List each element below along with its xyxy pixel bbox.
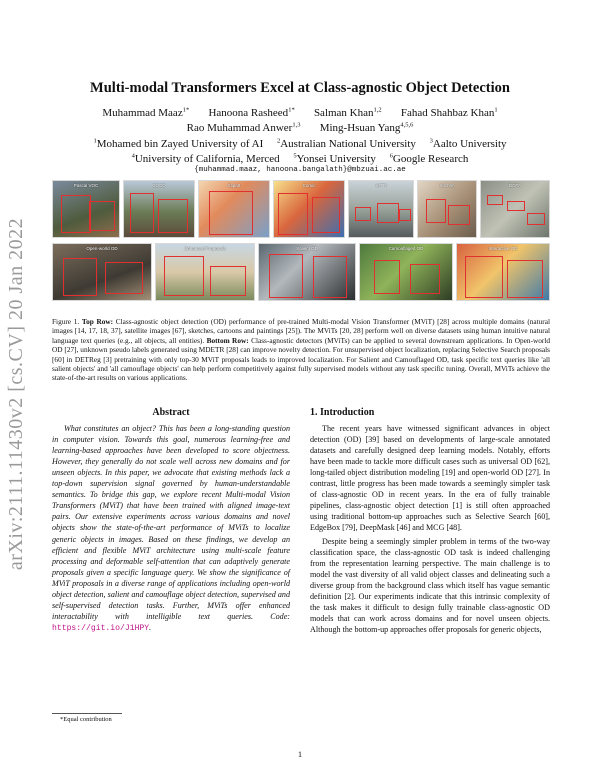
caption-bottom-row-text: Class-agnostic detectors (MViTs) can be applied to several downstream applications. In Open-world OD [27], unknown pseudo labels generated using MDETR [28] can improve novelty detection. For unsupervised object localization, replacing Selective Search proposals [60] in DETReg [3] pretraining with only top-30 MViT proposals leads to improved localization. For Salient and Camouflaged OD, task specific text queries like 'all salient objects' and 'all camouflage objects' can help perform competitively against fully supervised models without any task specific tuning. Overall, MViTs achieve the state-of-the-art results on various applications. bbox=[52, 335, 551, 383]
panel-label: Comic bbox=[302, 183, 316, 188]
figure-bottom-row bbox=[52, 243, 550, 301]
page-number: 1 bbox=[297, 749, 303, 759]
panel-label: Salient OD bbox=[296, 246, 318, 251]
figure-panel-salient bbox=[258, 243, 356, 301]
detection-box bbox=[313, 256, 347, 298]
figure-panel-dota bbox=[480, 180, 550, 238]
detection-box bbox=[465, 256, 503, 298]
detection-box bbox=[158, 199, 188, 233]
affiliation-yonsei: $^5$Yonsei University bbox=[293, 152, 376, 165]
detection-box bbox=[487, 195, 503, 205]
abstract-heading: Abstract bbox=[152, 407, 190, 418]
panel-label: Interactive OD bbox=[488, 246, 518, 251]
author-yang[interactable]: Ming-Hsuan Yang$^{4,5,6}$ bbox=[319, 121, 414, 134]
figure-panel-open-world bbox=[52, 243, 152, 301]
figure-panel-kitti bbox=[348, 180, 414, 238]
author-line-2 bbox=[0, 118, 600, 135]
caption-bottom-row-label: Bottom Row: bbox=[206, 335, 249, 345]
abstract-section bbox=[52, 407, 290, 634]
caption-top-row-label: Top Row: bbox=[81, 317, 114, 326]
code-link[interactable]: https://git.io/J1HPY bbox=[52, 623, 150, 633]
caption-top-row-text: Class-agnostic object detection (OD) performance of pre-trained Multi-modal Vision Transformer (MViT) [28] across multiple domains (natural images [14, 17, 18, 37], satellite images [67], sketches, cartoons and paintings [25]). The MViTs [20, 28] perform well on diverse datasets using human intuitive natural language text queries (e.g., all objects, all entities). bbox=[52, 317, 551, 345]
figure-panel-coco bbox=[123, 180, 195, 238]
detection-box bbox=[527, 213, 545, 225]
panel-label: Open-world OD bbox=[86, 246, 118, 251]
figure-panel-proposals bbox=[155, 243, 255, 301]
detection-box bbox=[507, 201, 525, 211]
author-email[interactable]: {muhammad.maaz, hanoona.bangalath}@mbzuai.ac.ae bbox=[194, 166, 406, 174]
panel-label: Pascal VOC bbox=[73, 183, 99, 188]
figure-panel-camouflaged bbox=[359, 243, 453, 301]
detection-box bbox=[89, 201, 115, 231]
affiliation-anu: $^2$Australian National University bbox=[276, 137, 416, 150]
detection-box bbox=[130, 193, 154, 233]
introduction-section bbox=[310, 407, 550, 635]
detection-box bbox=[278, 193, 308, 235]
figure-panel-comic bbox=[273, 180, 345, 238]
detection-box bbox=[312, 197, 340, 233]
affiliation-aalto: $^3$Aalto University bbox=[429, 137, 507, 150]
author-khan-fahad[interactable]: Fahad Shahbaz Khan$^1$ bbox=[400, 106, 498, 119]
author-khan-salman[interactable]: Salman Khan$^{1,2}$ bbox=[313, 106, 382, 119]
author-rasheed[interactable]: Hanoona Rasheed$^{1*}$ bbox=[208, 106, 295, 119]
detection-box bbox=[399, 209, 411, 221]
panel-label: Kitchen bbox=[439, 183, 455, 188]
author-maaz[interactable]: Muhammad Maaz$^{1*}$ bbox=[102, 106, 190, 119]
footnote-divider bbox=[52, 713, 122, 714]
affiliation-line-2 bbox=[0, 149, 600, 166]
detection-box bbox=[164, 256, 204, 296]
figure-1 bbox=[52, 180, 550, 312]
figure-top-row bbox=[52, 180, 550, 238]
detection-box bbox=[374, 260, 400, 294]
figure-panel-interactive bbox=[456, 243, 550, 301]
detection-box bbox=[105, 262, 143, 294]
introduction-heading: 1. Introduction bbox=[310, 407, 375, 418]
abstract-body: What constitutes an object? This has been a long-standing question in computer vision. Towards this goal, numerous learning-free and learning-based approaches have been developed to score objectness. However, they generally do not scale well across new domains and for unseen objects. In this paper, we advocate that existing methods lack a top-down supervision signal governed by human-understandable semantics. To bridge this gap, we explore recent Multi-modal Vision Transformers (MViT) that have been trained with aligned image-text pairs. Our extensive experiments across various domains and novel objects show the state-of-the-art performance of MViTs to localize generic objects in images. Based on these findings, we develop an efficient and flexible MViT architecture using multi-scale feature processing and deformable self-attention that can adaptively generate proposals given a specific language query. We show the significance of MViT proposals in a diverse range of applications including open-world object detection, salient and camouflage object detection, supervised and self-supervised detection tasks. Further, MViTs offer enhanced interactability with intelligible text queries. Code: https://git.io/J1HPY. bbox=[52, 424, 290, 633]
affiliation-google: $^6$Google Research bbox=[389, 152, 469, 165]
footnote: *Equal contribution bbox=[60, 716, 112, 723]
author-anwer[interactable]: Rao Muhammad Anwer$^{1,3}$ bbox=[186, 121, 301, 134]
detection-box bbox=[355, 207, 371, 221]
panel-label: Clipart bbox=[227, 183, 241, 188]
detection-box bbox=[269, 254, 303, 298]
detection-box bbox=[61, 195, 91, 233]
paper-title: Multi-modal Transformers Excel at Class-agnostic Object Detection bbox=[90, 80, 510, 96]
panel-label: COCO bbox=[152, 183, 166, 188]
detection-box bbox=[448, 205, 470, 225]
detection-box bbox=[209, 191, 253, 235]
detection-box bbox=[507, 260, 543, 298]
figure-caption bbox=[52, 317, 550, 383]
detection-box bbox=[377, 203, 399, 223]
intro-paragraph-1: The recent years have witnessed significant advances in object detection (OD) [39] based on developments of large-scale annotated datasets and carefully designed deep learning models. Notably, efforts have been made to tackle more difficult cases such as universal OD [62], long-tailed object distribution modeling [19] and open-world OD [27]. In contrast, little progress has been made towards a seemingly simpler task of class-agnostic OD in recent years. In the era of fully trainable pipelines, class-agnostic object detection [1] is still often approached using traditional bottom-up approaches such as Selective Search [60], EdgeBox [79], DeepMask [46] and MCG [48]. bbox=[310, 424, 550, 533]
detection-box bbox=[210, 266, 246, 296]
figure-panel-pascal bbox=[52, 180, 120, 238]
affiliation-ucm: $^4$University of California, Merced bbox=[131, 152, 280, 165]
detection-box bbox=[63, 258, 97, 296]
figure-panel-kitchen bbox=[417, 180, 477, 238]
arxiv-stamp: arXiv:2111.11430v2 [cs.CV] 20 Jan 2022 bbox=[5, 217, 27, 571]
panel-label: Enhanced Proposals bbox=[184, 246, 226, 251]
panel-label: KITTI bbox=[375, 183, 387, 188]
intro-paragraph-2: Despite being a seemingly simpler problem in terms of the two-way classification space, the class-agnostic OD task is indeed challenging from the representation learning perspective. The main challenge is to model the vast diversity of all valid object classes and delineating such a diverse group from the background class which itself has vague semantic definition [2]. Our experiments indicate that this intrinsic complexity of the task makes it difficult to design fully trainable class-agnostic OD models that can work across domains and for novel unseen objects. Although the bottom-up approaches offer proposals for generic objects, bbox=[310, 536, 550, 634]
figure-panel-clipart bbox=[198, 180, 270, 238]
abstract-text: What constitutes an object? This has been a long-standing question in computer vision. Towards this goal, numerous learning-free and learning-based approaches have been developed to score objectness. However, they generally do not scale well across new domains and for unseen objects. In this paper, we advocate that existing methods lack a top-down supervision signal governed by human-understandable semantics. To bridge this gap, we explore recent Multi-modal Vision Transformers (MViT) that have been trained with aligned image-text pairs. Our extensive experiments across various domains and novel objects show the state-of-the-art performance of MViTs to localize generic objects in images. Based on these findings, we develop an efficient and flexible MViT architecture using multi-scale feature processing and deformable self-attention that can adaptively generate proposals given a specific language query. We show the significance of MViT proposals in a diverse range of applications including open-world object detection, salient and camouflage object detection, supervised and self-supervised detection tasks. Further, MViTs offer enhanced interactability with intelligible text queries. Code: bbox=[52, 424, 290, 621]
panel-label: DOTA bbox=[508, 183, 522, 188]
detection-box bbox=[426, 199, 446, 223]
affiliation-mbzuai: $^1$Mohamed bin Zayed University of AI bbox=[93, 137, 264, 150]
panel-label: Camouflaged OD bbox=[388, 246, 424, 251]
detection-box bbox=[410, 264, 440, 294]
caption-prefix: Figure 1. bbox=[52, 317, 80, 326]
